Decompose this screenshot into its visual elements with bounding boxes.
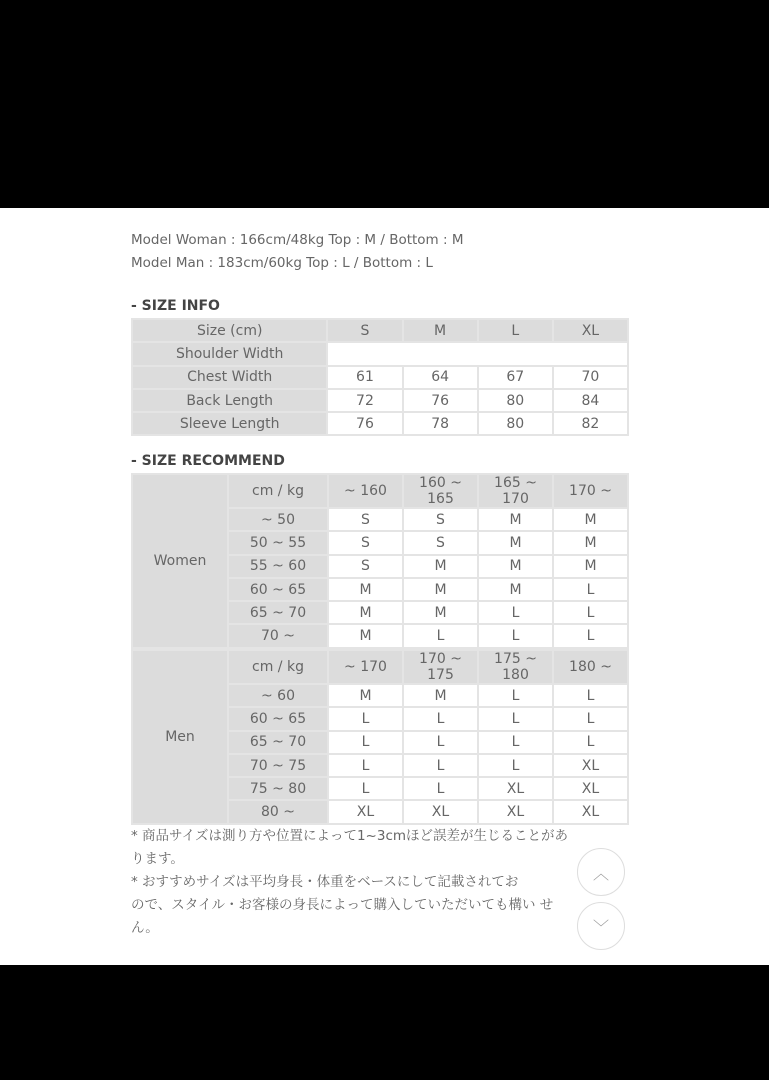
table-cell: L bbox=[478, 684, 553, 707]
table-cell: ~ 170 bbox=[328, 650, 403, 684]
table-cell: Chest Width bbox=[132, 366, 327, 389]
table-header-row bbox=[132, 474, 628, 508]
footnotes bbox=[131, 825, 641, 940]
table-row bbox=[132, 412, 628, 435]
women-label: Women bbox=[132, 474, 228, 648]
chevron-down-icon: ﹀ bbox=[592, 917, 609, 937]
table-cell: 60 ~ 65 bbox=[228, 707, 328, 730]
note-line: * 商品サイズは測り方や位置によって1~3cmほど誤差が生じることがあ bbox=[131, 828, 569, 844]
table-cell: L bbox=[328, 731, 403, 754]
table-cell: 64 bbox=[403, 366, 478, 389]
table-cell: M bbox=[403, 684, 478, 707]
table-cell: 82 bbox=[553, 412, 628, 435]
table-cell: Size (cm) bbox=[132, 319, 327, 342]
table-cell: 70 ~ 75 bbox=[228, 754, 328, 777]
table-cell: L bbox=[403, 707, 478, 730]
table-cell: XL bbox=[553, 319, 628, 342]
table-cell: 78 bbox=[403, 412, 478, 435]
table-cell: 75 ~ 80 bbox=[228, 777, 328, 800]
table-cell: S bbox=[328, 531, 403, 554]
table-cell: L bbox=[328, 754, 403, 777]
table-cell: M bbox=[553, 508, 628, 531]
men-recommend-table bbox=[131, 649, 629, 825]
table-cell: ~ 50 bbox=[228, 508, 328, 531]
table-cell: 67 bbox=[478, 366, 553, 389]
table-cell: S bbox=[327, 319, 402, 342]
table-cell: 70 ~ bbox=[228, 624, 328, 647]
note-line: * おすすめサイズは平均身長・体重をベースにして記載されてお bbox=[131, 874, 519, 890]
table-cell: L bbox=[403, 731, 478, 754]
table-cell: 80 ~ bbox=[228, 800, 328, 823]
table-cell: L bbox=[328, 707, 403, 730]
table-cell: L bbox=[553, 684, 628, 707]
table-cell: M bbox=[403, 319, 478, 342]
scroll-up-button[interactable] bbox=[577, 848, 625, 896]
table-cell: M bbox=[403, 578, 478, 601]
table-cell: M bbox=[403, 555, 478, 578]
table-cell: ~ 60 bbox=[228, 684, 328, 707]
table-cell: 72 bbox=[327, 389, 402, 412]
note-line: ので、スタイル・お客様の身長によって購入していただいても構い せ bbox=[131, 897, 554, 913]
table-cell: 65 ~ 70 bbox=[228, 601, 328, 624]
table-cell: Shoulder Width bbox=[132, 342, 327, 365]
table-cell: L bbox=[553, 578, 628, 601]
note-line: ります。 bbox=[131, 851, 184, 867]
table-header-row bbox=[132, 650, 628, 684]
table-cell: 170 ~ bbox=[553, 474, 628, 508]
table-cell: S bbox=[328, 508, 403, 531]
table-cell: M bbox=[478, 555, 553, 578]
table-cell: 165 ~ 170 bbox=[478, 474, 553, 508]
table-cell: 175 ~ 180 bbox=[478, 650, 553, 684]
table-cell: L bbox=[478, 707, 553, 730]
size-recommend-title: - SIZE RECOMMEND bbox=[131, 453, 285, 469]
model-man-info: Model Man : 183cm/60kg Top : L / Bottom : L bbox=[131, 255, 433, 271]
table-cell: XL bbox=[478, 800, 553, 823]
table-cell: 84 bbox=[553, 389, 628, 412]
table-cell: L bbox=[553, 624, 628, 647]
scroll-down-button[interactable] bbox=[577, 902, 625, 950]
table-cell: 55 ~ 60 bbox=[228, 555, 328, 578]
table-cell: cm / kg bbox=[228, 650, 328, 684]
table-cell: 170 ~ 175 bbox=[403, 650, 478, 684]
table-cell: 60 ~ 65 bbox=[228, 578, 328, 601]
table-cell: M bbox=[403, 601, 478, 624]
table-cell: 80 bbox=[478, 389, 553, 412]
table-cell: 61 bbox=[327, 366, 402, 389]
table-cell: L bbox=[478, 731, 553, 754]
table-cell: L bbox=[553, 601, 628, 624]
table-row bbox=[132, 342, 628, 365]
table-cell: L bbox=[403, 777, 478, 800]
table-cell: 76 bbox=[403, 389, 478, 412]
table-cell bbox=[327, 342, 628, 365]
table-cell: XL bbox=[328, 800, 403, 823]
table-row bbox=[132, 389, 628, 412]
table-cell: 80 bbox=[478, 412, 553, 435]
table-cell: XL bbox=[553, 777, 628, 800]
table-header-row bbox=[132, 319, 628, 342]
table-cell: M bbox=[478, 578, 553, 601]
table-cell: 65 ~ 70 bbox=[228, 731, 328, 754]
table-cell: cm / kg bbox=[228, 474, 328, 508]
table-cell: L bbox=[478, 601, 553, 624]
table-row bbox=[132, 366, 628, 389]
women-recommend-table bbox=[131, 473, 629, 649]
table-cell: L bbox=[553, 707, 628, 730]
table-cell: 180 ~ bbox=[553, 650, 628, 684]
table-cell: M bbox=[478, 508, 553, 531]
table-cell: M bbox=[478, 531, 553, 554]
table-cell: XL bbox=[478, 777, 553, 800]
model-woman-info: Model Woman : 166cm/48kg Top : M / Bottom : M bbox=[131, 232, 464, 248]
table-cell: M bbox=[553, 531, 628, 554]
table-cell: L bbox=[478, 754, 553, 777]
table-cell: L bbox=[478, 319, 553, 342]
men-label: Men bbox=[132, 650, 228, 824]
table-cell: M bbox=[328, 624, 403, 647]
table-cell: L bbox=[403, 754, 478, 777]
size-info-title: - SIZE INFO bbox=[131, 298, 220, 314]
chevron-up-icon: ︿ bbox=[592, 863, 609, 883]
table-cell: 50 ~ 55 bbox=[228, 531, 328, 554]
note-line: ん。 bbox=[131, 920, 159, 936]
table-cell: M bbox=[328, 601, 403, 624]
table-cell: ~ 160 bbox=[328, 474, 403, 508]
table-cell: 70 bbox=[553, 366, 628, 389]
table-cell: M bbox=[328, 578, 403, 601]
table-cell: XL bbox=[553, 754, 628, 777]
table-cell: 76 bbox=[327, 412, 402, 435]
table-cell: 160 ~ 165 bbox=[403, 474, 478, 508]
table-cell: M bbox=[553, 555, 628, 578]
table-cell: S bbox=[403, 508, 478, 531]
content-page bbox=[0, 208, 769, 965]
table-cell: L bbox=[328, 777, 403, 800]
table-cell: Sleeve Length bbox=[132, 412, 327, 435]
table-cell: XL bbox=[403, 800, 478, 823]
size-info-table bbox=[131, 318, 629, 436]
table-cell: Back Length bbox=[132, 389, 327, 412]
table-cell: S bbox=[403, 531, 478, 554]
table-cell: M bbox=[328, 684, 403, 707]
table-cell: L bbox=[478, 624, 553, 647]
table-cell: L bbox=[553, 731, 628, 754]
table-cell: L bbox=[403, 624, 478, 647]
table-cell: S bbox=[328, 555, 403, 578]
table-cell: XL bbox=[553, 800, 628, 823]
